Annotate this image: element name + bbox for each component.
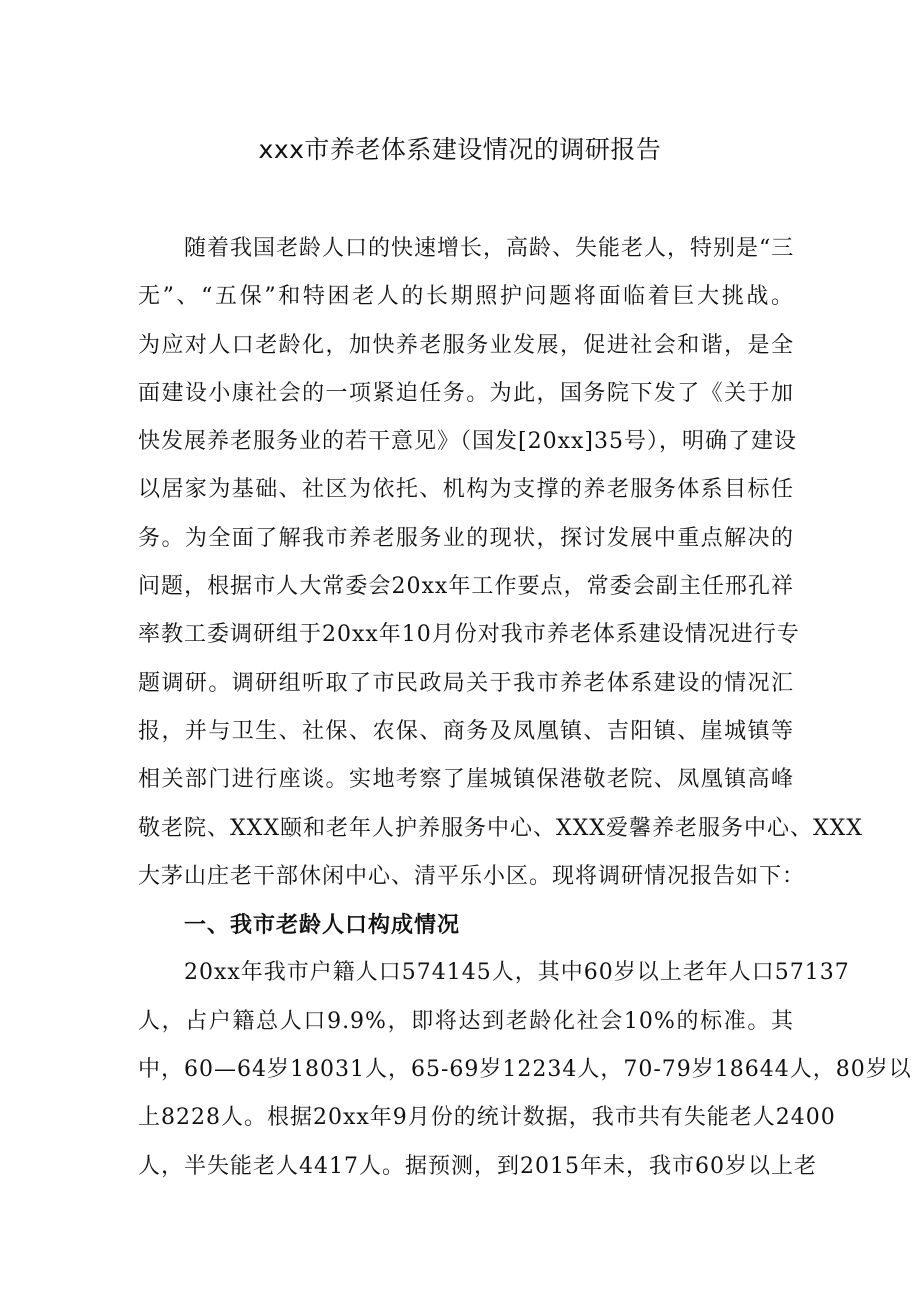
paragraph-line: 无”、“五保”和特困老人的长期照护问题将面临着巨大挑战。 <box>138 284 794 310</box>
paragraph-line: 率教工委调研组于20xx年10月份对我市养老体系建设情况进行专 <box>138 622 800 648</box>
paragraph-line: 中，60—64岁18031人，65-69岁12234人，70-79岁18644人，80岁以 <box>138 1057 912 1083</box>
paragraph-line: 问题，根据市人大常委会20xx年工作要点，常委会副主任邢孔祥 <box>138 574 794 600</box>
paragraph-line: 面建设小康社会的一项紧迫任务。为此，国务院下发了《关于加 <box>138 380 794 406</box>
paragraph-line: 相关部门进行座谈。实地考察了崖城镇保港敬老院、凤凰镇高峰 <box>138 767 794 793</box>
paragraph-line: 为应对人口老龄化，加快养老服务业发展，促进社会和谐，是全 <box>138 332 794 358</box>
section-heading: 一、我市老龄人口构成情况 <box>184 912 461 939</box>
paragraph-line: 务。为全面了解我市养老服务业的现状，探讨发展中重点解决的 <box>138 525 794 551</box>
paragraph-line: 随着我国老龄人口的快速增长，高龄、失能老人，特别是“三 <box>184 236 795 261</box>
paragraph-line: 人，占户籍总人口9.9%，即将达到老龄化社会10%的标准。其 <box>138 1008 794 1034</box>
document-title: xxx市养老体系建设情况的调研报告 <box>258 135 662 164</box>
paragraph-line: 20xx年我市户籍人口574145人，其中60岁以上老年人口57137 <box>184 960 850 986</box>
paragraph-line: 快发展养老服务业的若干意见》（国发[20xx]35号），明确了建设 <box>138 429 797 455</box>
paragraph-line: 敬老院、XXX颐和老年人护养服务中心、XXX爱馨养老服务中心、XXX <box>138 815 863 841</box>
paragraph-line: 人，半失能老人4417人。据预测，到2015年未，我市60岁以上老 <box>138 1153 817 1179</box>
paragraph-line: 以居家为基础、社区为依托、机构为支撑的养老服务体系目标任 <box>138 477 794 503</box>
paragraph-line: 上8228人。根据20xx年9月份的统计数据，我市共有失能老人2400 <box>138 1105 836 1131</box>
paragraph-line: 大茅山庄老干部休闲中心、清平乐小区。现将调研情况报告如下： <box>138 863 806 889</box>
paragraph-line: 题调研。调研组听取了市民政局关于我市养老体系建设的情况汇 <box>138 670 794 696</box>
document-body <box>138 225 912 1191</box>
paragraph-line: 报，并与卫生、社保、农保、商务及凤凰镇、吉阳镇、崖城镇等 <box>138 718 794 744</box>
